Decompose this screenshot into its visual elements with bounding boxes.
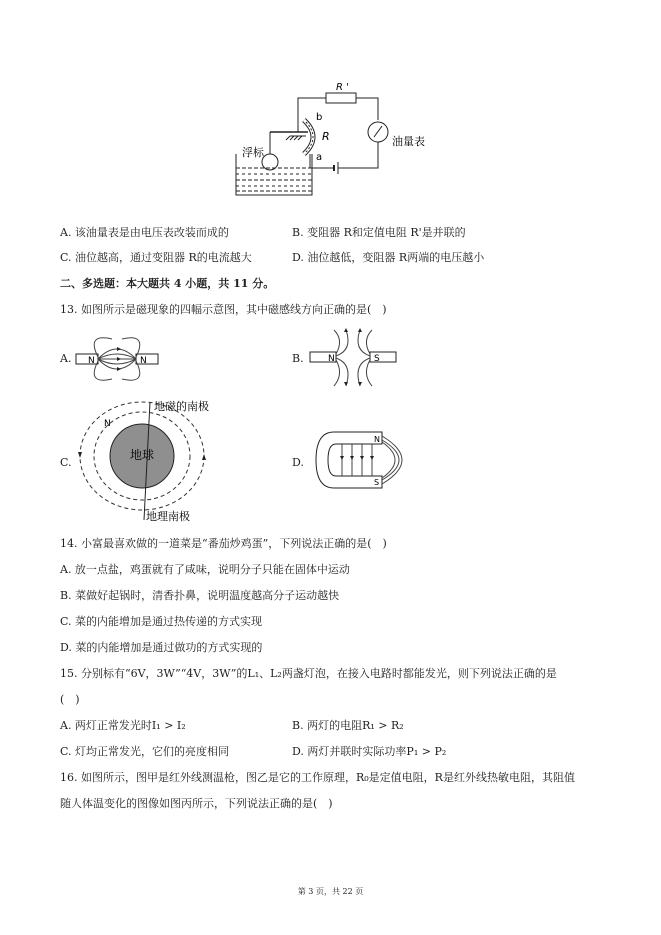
q14-option-b: B. 菜做好起锅时，清香扑鼻，说明温度越高分子运动越快 bbox=[60, 589, 340, 602]
magnet-a-n1: N bbox=[88, 356, 95, 366]
q15-option-a: A. 两灯正常发光时I₁ > I₂ bbox=[60, 719, 186, 732]
q14-option-d: D. 菜的内能增加是通过做功的方式实现的 bbox=[60, 641, 263, 654]
q13-option-d-label: D. bbox=[292, 456, 304, 469]
magnet-b-s: S bbox=[374, 354, 380, 364]
earth-n: N bbox=[104, 419, 111, 429]
q12-option-c: C. 油位越高，通过变阻器 R的电流越大 bbox=[60, 251, 252, 264]
magnet-a-n2: N bbox=[140, 356, 147, 366]
q13-figure-b bbox=[306, 328, 406, 388]
q14-stem: 14. 小富最喜欢做的一道菜是“番茄炒鸡蛋”，下列说法正确的是( ) bbox=[60, 537, 387, 550]
q13-figure-c bbox=[76, 396, 226, 526]
oil-gauge-figure bbox=[230, 80, 440, 200]
q14-option-c: C. 菜的内能增加是通过热传递的方式实现 bbox=[60, 615, 263, 628]
q15-option-c: C. 灯均正常发光，它们的亮度相同 bbox=[60, 745, 230, 758]
q12-option-a: A. 该油量表是由电压表改装而成的 bbox=[60, 226, 229, 239]
geo-south: 地理南极 bbox=[146, 510, 190, 523]
page-footer: 第 3 页，共 22 页 bbox=[297, 887, 364, 896]
q15-option-d: D. 两灯并联时实际功率P₁ > P₂ bbox=[292, 745, 447, 758]
label-float: 浮标 bbox=[242, 146, 264, 159]
magnet-d-s: S bbox=[374, 478, 380, 487]
q16-line2: 随人体温变化的图像如图丙所示，下列说法正确的是( ) bbox=[60, 797, 333, 810]
earth-label: 地球 bbox=[130, 448, 155, 462]
geo-south-mag: 地磁的南极 bbox=[154, 400, 209, 413]
magnet-d-n: N bbox=[374, 435, 380, 444]
q15-option-b: B. 两灯的电阻R₁ > R₂ bbox=[292, 719, 404, 732]
q13-figure-d bbox=[312, 420, 422, 500]
q13-option-a-label: A. bbox=[60, 352, 72, 365]
q13-stem: 13. 如图所示是磁现象的四幅示意图，其中磁感线方向正确的是( ) bbox=[60, 303, 387, 316]
label-a: a bbox=[316, 152, 323, 163]
q14-option-a: A. 放一点盐，鸡蛋就有了咸味，说明分子只能在固体中运动 bbox=[60, 563, 350, 576]
q12-option-b: B. 变阻器 R和定值电阻 R'是并联的 bbox=[292, 226, 466, 239]
q16-line1: 16. 如图所示，图甲是红外线测温枪，图乙是它的工作原理，R₀是定值电阻，R是红外线热敏电阻，其阻值 bbox=[60, 771, 575, 784]
q13-figure-a bbox=[72, 335, 172, 385]
q12-option-d: D. 油位越低，变阻器 R两端的电压越小 bbox=[292, 251, 485, 264]
section-title: 二、多选题：本大题共 4 小题，共 11 分。 bbox=[60, 277, 275, 290]
q15-stem: 15. 分别标有“6V，3W”“4V，3W”的L₁、L₂两盏灯泡，在接入电路时都能发光，则下列说法正确的是 bbox=[60, 667, 557, 680]
q13-option-c-label: C. bbox=[60, 456, 72, 469]
q13-option-b-label: B. bbox=[292, 352, 304, 365]
q15-paren: ( ) bbox=[60, 693, 80, 706]
label-meter: 油量表 bbox=[392, 135, 425, 148]
label-r: R bbox=[322, 130, 330, 143]
label-b: b bbox=[316, 112, 323, 123]
magnet-b-n: N bbox=[328, 354, 335, 364]
label-rprime: R ' bbox=[336, 82, 349, 93]
